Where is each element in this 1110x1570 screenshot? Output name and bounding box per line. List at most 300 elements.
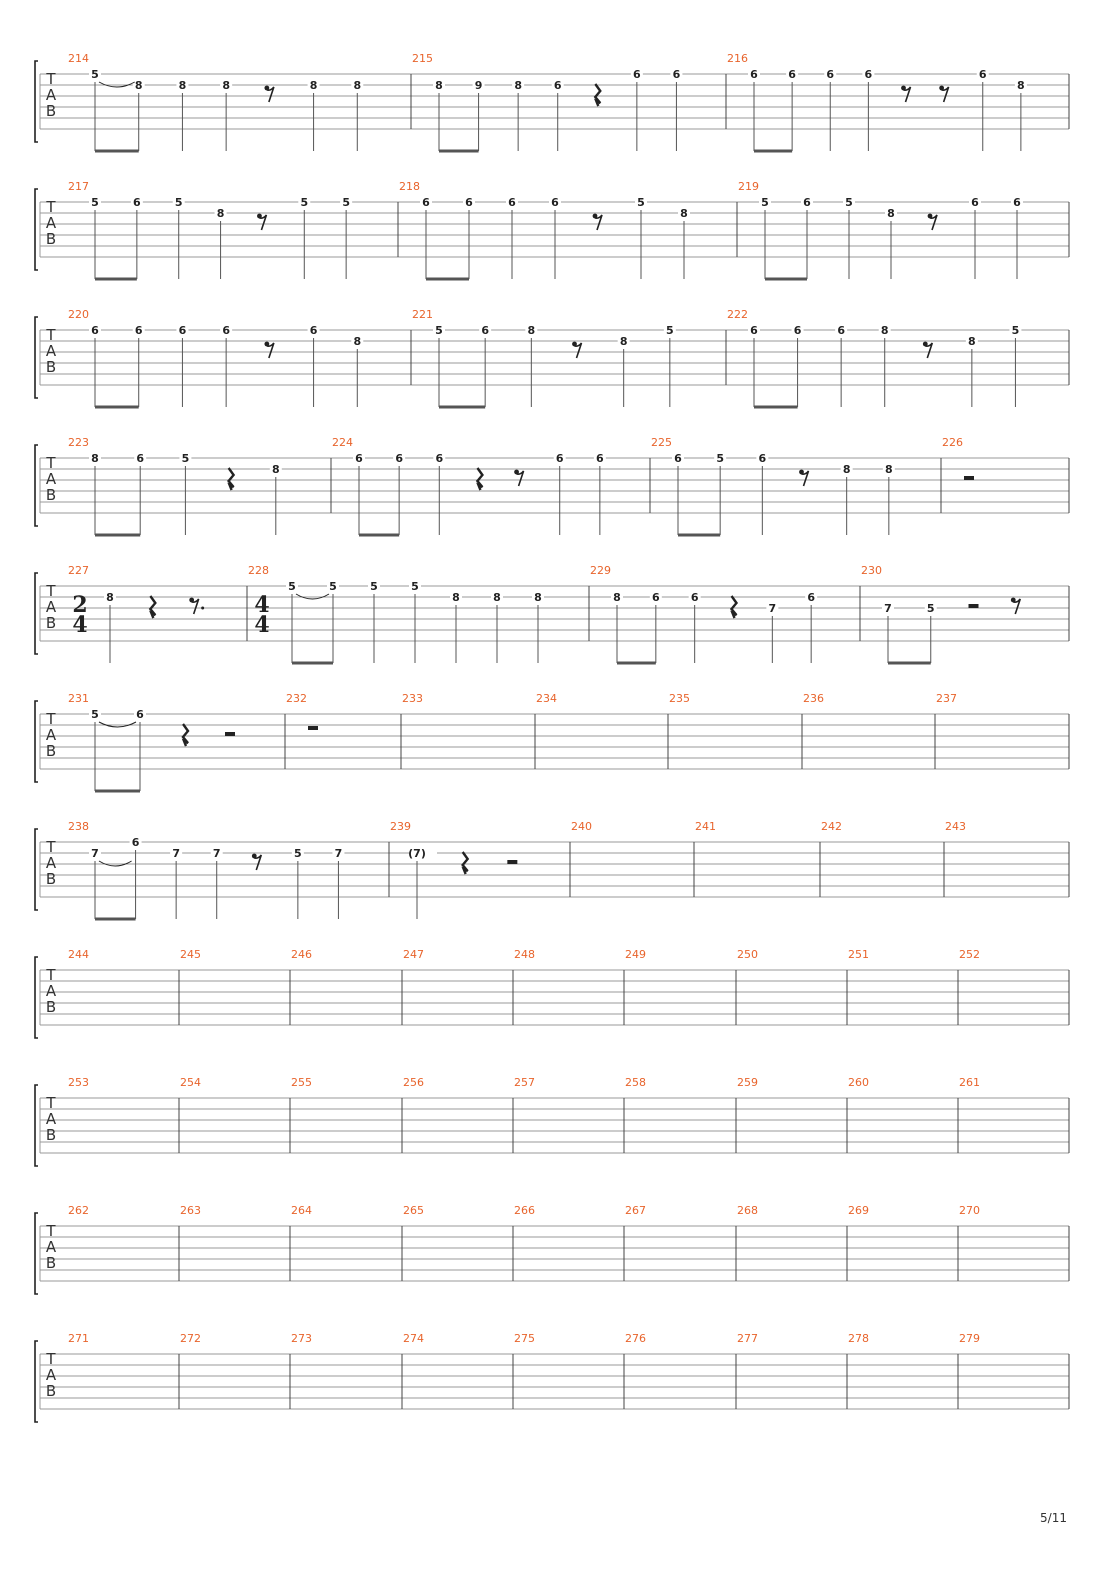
- tab-clef-letter: A: [45, 854, 57, 872]
- tab-note: [554, 452, 566, 535]
- measure: [68, 564, 204, 663]
- tab-note: [179, 452, 191, 535]
- fret-number: 8: [435, 79, 443, 92]
- measure-number: 257: [514, 1076, 535, 1089]
- fret-number: 8: [842, 463, 851, 476]
- tab-clef-letter: A: [45, 470, 57, 488]
- fret-number: 5: [300, 196, 309, 209]
- fret-number: 8: [353, 335, 362, 348]
- measure-number: 215: [412, 52, 433, 65]
- fret-number: 5: [370, 580, 378, 593]
- system-bracket: [35, 957, 38, 1038]
- tab-note: [215, 207, 227, 279]
- measure-number: 279: [959, 1332, 980, 1345]
- measure: [848, 1076, 869, 1089]
- tab-note: [549, 196, 561, 279]
- measure-number: 258: [625, 1076, 646, 1089]
- tab-note: [678, 207, 690, 279]
- measure: [68, 308, 363, 407]
- measure-number: 262: [68, 1204, 89, 1217]
- tab-note: [977, 68, 989, 151]
- tab-clef-letter: T: [46, 1094, 56, 1112]
- fret-number: 5: [435, 324, 443, 337]
- fret-number: 5: [91, 68, 99, 81]
- tab-note: [618, 335, 630, 407]
- tab-system: [35, 1204, 1069, 1294]
- fret-number: 6: [652, 591, 660, 604]
- eighth-rest: [928, 214, 937, 230]
- measure-number: 276: [625, 1332, 646, 1345]
- tab-note: [433, 324, 445, 407]
- tab-clef-letter: B: [45, 102, 57, 120]
- fret-number: 5: [329, 580, 337, 593]
- fret-number: 6: [674, 452, 682, 465]
- dotted-eighth-rest: [189, 598, 204, 614]
- fret-number: 5: [174, 196, 183, 209]
- measure-number: 259: [737, 1076, 758, 1089]
- tab-note: [756, 452, 768, 535]
- fret-number: 5: [181, 452, 190, 465]
- measure: [514, 1076, 535, 1089]
- measure: [737, 1332, 758, 1345]
- tab-system: [35, 180, 1069, 279]
- tab-note: [969, 196, 981, 279]
- fret-number: 5: [91, 196, 99, 209]
- measure: [291, 1076, 312, 1089]
- fret-number: 8: [106, 591, 114, 604]
- tab-note: [631, 68, 643, 151]
- tab-note: [479, 324, 491, 407]
- measure: [402, 692, 423, 705]
- fret-number: 7: [91, 847, 99, 860]
- tab-system: [35, 1076, 1069, 1166]
- measure: [180, 1204, 201, 1217]
- fret-number: 7: [334, 847, 343, 860]
- fret-number: 6: [553, 79, 562, 92]
- measure: [514, 1204, 535, 1217]
- system-bracket: [35, 189, 38, 270]
- tab-note: [635, 196, 647, 279]
- tab-system: [35, 1332, 1069, 1422]
- tab-note: [766, 602, 778, 663]
- measure-number: 226: [942, 436, 963, 449]
- fret-number: 5: [1011, 324, 1020, 337]
- measure-number: 274: [403, 1332, 424, 1345]
- measure: [625, 948, 646, 961]
- tab-note: [133, 79, 145, 151]
- measure-number: 271: [68, 1332, 89, 1345]
- fret-number: 6: [864, 68, 873, 81]
- eighth-rest: [252, 854, 261, 870]
- fret-number: 8: [527, 324, 536, 337]
- tab-note: [512, 79, 524, 151]
- fret-number: 5: [761, 196, 769, 209]
- tab-note: [594, 452, 606, 535]
- tab-note: [433, 452, 445, 535]
- tab-note: [532, 591, 544, 663]
- time-signature-bottom: 4: [254, 612, 270, 638]
- system-bracket: [35, 1213, 38, 1294]
- fret-number: 6: [508, 196, 516, 209]
- measure-number: 236: [803, 692, 824, 705]
- measure: [332, 436, 606, 535]
- measure: [286, 692, 318, 730]
- tab-note: [173, 196, 185, 279]
- measure: [803, 692, 824, 705]
- measure: [738, 180, 1023, 279]
- measure: [291, 1204, 312, 1217]
- measure: [727, 52, 1027, 151]
- measure: [399, 180, 690, 279]
- measure-number: 246: [291, 948, 312, 961]
- fret-number: 9: [474, 79, 483, 92]
- tab-note: [805, 591, 817, 663]
- fret-number: 8: [178, 79, 187, 92]
- fret-number: 5: [342, 196, 350, 209]
- tab-note: [1015, 79, 1027, 151]
- tab-note: [286, 580, 298, 663]
- system-bracket: [35, 1341, 38, 1422]
- fret-number: 6: [222, 324, 230, 337]
- measure: [861, 564, 1020, 663]
- tab-note: [463, 196, 475, 279]
- fret-number: 6: [633, 68, 641, 81]
- measure-number: 230: [861, 564, 882, 577]
- tab-clef-letter: T: [46, 198, 56, 216]
- measure-number: 239: [390, 820, 411, 833]
- fret-number: 8: [134, 79, 143, 92]
- tab-note: [925, 602, 937, 663]
- tab-note: [420, 196, 432, 279]
- tab-note: [885, 207, 897, 279]
- tab-note: [89, 452, 101, 535]
- fret-number: 6: [133, 196, 141, 209]
- tab-note: [843, 196, 855, 279]
- tab-note: [134, 708, 146, 791]
- tab-note: [104, 591, 116, 663]
- measure-number: 219: [738, 180, 759, 193]
- tab-note: [650, 591, 662, 663]
- measure: [68, 692, 235, 791]
- measure-number: 216: [727, 52, 748, 65]
- measure: [68, 1332, 89, 1345]
- measure: [625, 1332, 646, 1345]
- fret-number: 6: [355, 452, 363, 465]
- tab-clef-letter: B: [45, 230, 57, 248]
- tab-clef-letter: B: [45, 486, 57, 504]
- tab-note: [506, 196, 518, 279]
- fret-number: 5: [926, 602, 935, 615]
- fret-number: 8: [968, 335, 976, 348]
- quarter-rest: [463, 852, 468, 874]
- tab-note: [409, 580, 421, 663]
- tab-note: [176, 79, 188, 151]
- tab-clef-letter: A: [45, 1238, 57, 1256]
- measure: [590, 564, 817, 663]
- measure-number: 232: [286, 692, 307, 705]
- tab-note: [552, 79, 564, 151]
- fret-number: 8: [880, 324, 889, 337]
- measure-number: 248: [514, 948, 535, 961]
- measure-number: 263: [180, 1204, 201, 1217]
- measure-number: 266: [514, 1204, 535, 1217]
- measure-number: 251: [848, 948, 869, 961]
- fret-number: 6: [750, 68, 758, 81]
- fret-number: 5: [716, 452, 724, 465]
- time-signature-bottom: 4: [72, 612, 88, 638]
- time-signature-top: 2: [72, 592, 88, 618]
- fret-number: 8: [619, 335, 628, 348]
- tab-note: [220, 324, 232, 407]
- fret-number: 6: [481, 324, 489, 337]
- measure: [248, 564, 544, 663]
- tab-system: [35, 564, 1069, 663]
- measure-number: 220: [68, 308, 89, 321]
- measure: [625, 1204, 646, 1217]
- fret-number: 8: [887, 207, 895, 220]
- fret-number: 6: [978, 68, 987, 81]
- fret-number: 6: [1013, 196, 1021, 209]
- eighth-rest: [923, 342, 932, 358]
- measure-number: 273: [291, 1332, 312, 1345]
- measure-number: 233: [402, 692, 423, 705]
- fret-number: 6: [803, 196, 811, 209]
- tab-note: [473, 79, 485, 151]
- fret-number: 6: [826, 68, 835, 81]
- measure-number: 234: [536, 692, 557, 705]
- measure-number: 267: [625, 1204, 646, 1217]
- measure-number: 261: [959, 1076, 980, 1089]
- tab-clef-letter: T: [46, 582, 56, 600]
- measure-number: 244: [68, 948, 89, 961]
- measure: [68, 820, 344, 919]
- measure-number: 250: [737, 948, 758, 961]
- tab-note: [308, 324, 320, 407]
- measure-number: 214: [68, 52, 89, 65]
- quarter-rest: [732, 596, 737, 618]
- measure: [571, 820, 592, 833]
- tab-system: [35, 52, 1069, 151]
- tab-note: [131, 196, 143, 279]
- tab-clef-letter: A: [45, 214, 57, 232]
- measure: [68, 52, 363, 151]
- measure: [68, 1076, 89, 1089]
- fret-number: 6: [136, 452, 145, 465]
- tab-clef-letter: B: [45, 1254, 57, 1272]
- eighth-rest: [264, 86, 273, 102]
- tab-note: [672, 452, 684, 535]
- half-rest: [507, 860, 517, 864]
- fret-number: 8: [91, 452, 99, 465]
- tab-clef-letter: T: [46, 710, 56, 728]
- tab-clef-letter: B: [45, 870, 57, 888]
- measure: [403, 1332, 424, 1345]
- measure-number: 252: [959, 948, 980, 961]
- measure: [180, 1332, 201, 1345]
- fret-number: 5: [294, 847, 302, 860]
- tab-note: [332, 847, 344, 919]
- tab-note: [220, 79, 232, 151]
- tab-note: [89, 847, 101, 919]
- tab-note: [292, 847, 304, 919]
- system-bracket: [35, 701, 38, 782]
- fret-number: 8: [885, 463, 893, 476]
- quarter-rest: [477, 468, 482, 490]
- eighth-rest: [264, 342, 273, 358]
- fret-number: 6: [758, 452, 767, 465]
- measure-number: 277: [737, 1332, 758, 1345]
- measure: [412, 52, 682, 151]
- tab-note: [966, 335, 978, 407]
- measure-number: 264: [291, 1204, 312, 1217]
- measure-number: 222: [727, 308, 748, 321]
- measure: [737, 948, 758, 961]
- tab-note: [801, 196, 813, 279]
- measure: [945, 820, 966, 833]
- measure-number: 255: [291, 1076, 312, 1089]
- fret-number: 5: [288, 580, 296, 593]
- eighth-rest: [257, 214, 266, 230]
- measure-number: 225: [651, 436, 672, 449]
- fret-number: 8: [1017, 79, 1025, 92]
- tab-clef-letter: T: [46, 326, 56, 344]
- measure-number: 223: [68, 436, 89, 449]
- fret-number: (7): [408, 847, 426, 860]
- measure-number: 253: [68, 1076, 89, 1089]
- measure-number: 249: [625, 948, 646, 961]
- tab-note: [835, 324, 847, 407]
- fret-number: 6: [807, 591, 815, 604]
- fret-number: 5: [637, 196, 645, 209]
- tab-note: [89, 68, 101, 151]
- quarter-rest: [183, 724, 188, 746]
- fret-number: 6: [309, 324, 318, 337]
- tab-note: [351, 79, 363, 151]
- tab-note: [176, 324, 188, 407]
- system-bracket: [35, 829, 38, 910]
- measure: [291, 1332, 312, 1345]
- tab-system: [35, 436, 1069, 535]
- system-bracket: [35, 573, 38, 654]
- measure: [848, 1332, 869, 1345]
- measure-number: 265: [403, 1204, 424, 1217]
- fret-number: 6: [690, 591, 699, 604]
- tab-clef-letter: A: [45, 982, 57, 1000]
- tab-note: [351, 335, 363, 407]
- measure: [390, 820, 517, 919]
- measure: [695, 820, 716, 833]
- tab-note: [525, 324, 537, 407]
- measure-number: 247: [403, 948, 424, 961]
- tab-clef-letter: A: [45, 342, 57, 360]
- tab-note: [714, 452, 726, 535]
- tab-system: [35, 820, 1069, 919]
- measure: [848, 1204, 869, 1217]
- measure: [651, 436, 895, 535]
- tab-note: [664, 324, 676, 407]
- tab-note: [89, 324, 101, 407]
- tab-clef-letter: A: [45, 1110, 57, 1128]
- tab-clef-letter: T: [46, 1350, 56, 1368]
- page-number: 5/11: [1040, 1511, 1067, 1525]
- measure: [68, 436, 282, 535]
- measure-number: 254: [180, 1076, 201, 1089]
- measure-number: 221: [412, 308, 433, 321]
- tab-note: [759, 196, 771, 279]
- tab-clef-letter: T: [46, 1222, 56, 1240]
- quarter-rest: [229, 468, 234, 490]
- half-rest: [969, 604, 979, 608]
- tab-note: [1011, 196, 1023, 279]
- fret-number: 8: [613, 591, 621, 604]
- tab-note: [491, 591, 503, 663]
- measure-number: 229: [590, 564, 611, 577]
- tab-note: [792, 324, 804, 407]
- measure: [936, 692, 957, 705]
- fret-number: 8: [353, 79, 362, 92]
- tab-clef-letter: A: [45, 1366, 57, 1384]
- measure: [669, 692, 690, 705]
- fret-number: 8: [534, 591, 542, 604]
- fret-number: 6: [750, 324, 758, 337]
- measure: [291, 948, 312, 961]
- measure: [737, 1204, 758, 1217]
- fret-number: 5: [666, 324, 674, 337]
- fret-number: 5: [91, 708, 99, 721]
- tab-note: [327, 580, 339, 663]
- tab-note: [670, 68, 682, 151]
- measure-number: 228: [248, 564, 269, 577]
- measure-number: 278: [848, 1332, 869, 1345]
- half-rest: [964, 476, 974, 480]
- measure: [959, 1076, 980, 1089]
- eighth-rest: [939, 86, 948, 102]
- measure: [403, 948, 424, 961]
- fret-number: 6: [91, 324, 99, 337]
- tab-note: [211, 847, 223, 919]
- fret-number: 6: [551, 196, 559, 209]
- measure-number: 231: [68, 692, 89, 705]
- measure: [727, 308, 1021, 407]
- fret-number: 6: [596, 452, 604, 465]
- tab-clef-letter: B: [45, 614, 57, 632]
- tab-note: [883, 463, 895, 535]
- eighth-rest: [799, 470, 808, 486]
- measure: [536, 692, 557, 705]
- tab-clef-letter: B: [45, 742, 57, 760]
- tab-note: [408, 847, 437, 919]
- fret-number: 6: [788, 68, 796, 81]
- measure-number: 218: [399, 180, 420, 193]
- fret-number: 8: [222, 79, 230, 92]
- measure: [959, 1332, 980, 1345]
- fret-number: 7: [212, 847, 221, 860]
- tab-note: [824, 68, 836, 151]
- measure-number: 238: [68, 820, 89, 833]
- measure-number: 260: [848, 1076, 869, 1089]
- measure: [514, 1332, 535, 1345]
- system-bracket: [35, 1085, 38, 1166]
- fret-number: 8: [271, 463, 280, 476]
- quarter-rest: [595, 84, 600, 106]
- eighth-rest: [572, 342, 581, 358]
- fret-number: 8: [514, 79, 522, 92]
- tab-note: [133, 324, 145, 407]
- measure-number: 237: [936, 692, 957, 705]
- tab-clef-letter: B: [45, 1126, 57, 1144]
- measure: [68, 180, 352, 279]
- tab-note: [89, 708, 101, 791]
